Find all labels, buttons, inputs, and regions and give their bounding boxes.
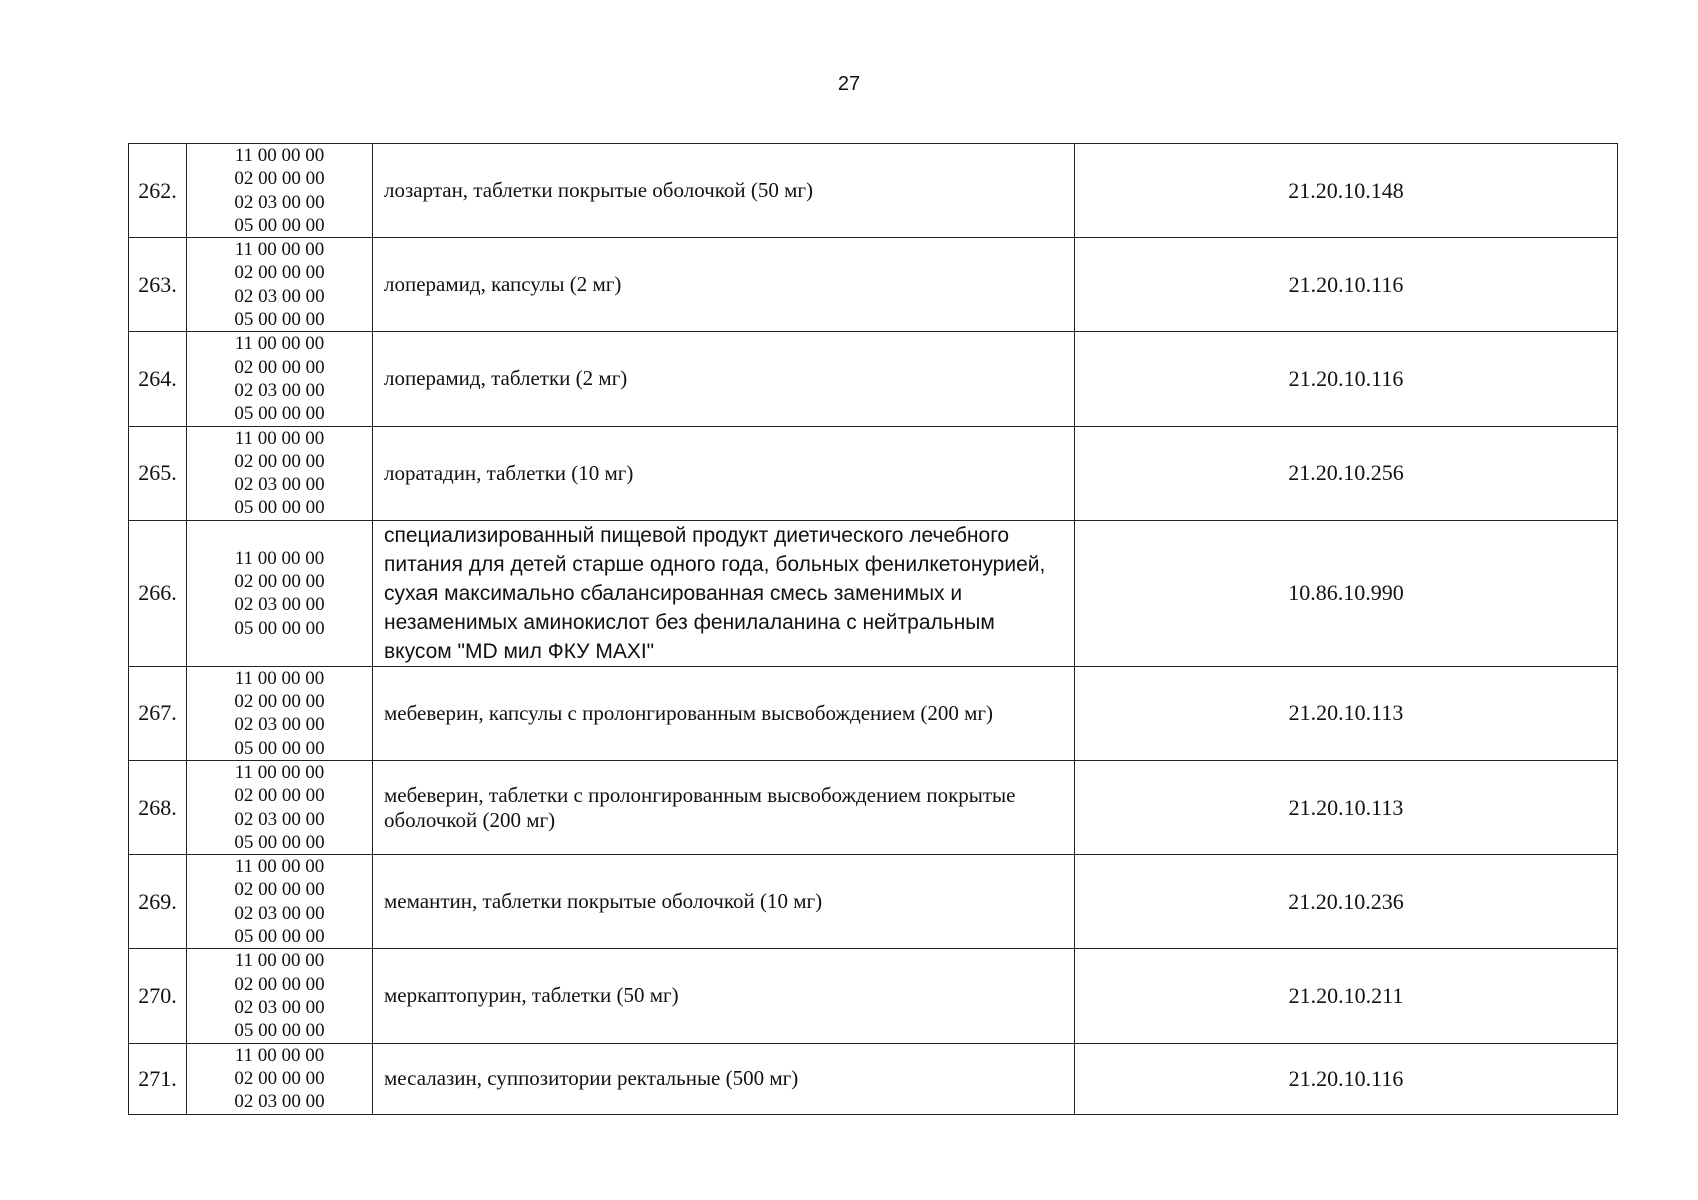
code-line: 11 00 00 00 bbox=[234, 1044, 325, 1066]
classifier-codes bbox=[187, 666, 373, 760]
code-line: 05 00 00 00 bbox=[234, 214, 325, 236]
code-line: 11 00 00 00 bbox=[234, 547, 325, 569]
code-line: 11 00 00 00 bbox=[234, 667, 325, 689]
drug-name: лозартан, таблетки покрытые оболочкой (50 мг) bbox=[373, 144, 1075, 238]
table-row bbox=[129, 666, 1618, 760]
row-number: 268. bbox=[129, 760, 187, 854]
code-line: 02 00 00 00 bbox=[234, 973, 325, 995]
code-line: 02 00 00 00 bbox=[234, 168, 325, 190]
table-row bbox=[129, 760, 1618, 854]
table-row bbox=[129, 949, 1618, 1043]
okpd-code: 21.20.10.236 bbox=[1075, 855, 1618, 949]
drug-name: лоратадин, таблетки (10 мг) bbox=[373, 426, 1075, 520]
code-line: 02 03 00 00 bbox=[234, 191, 325, 213]
classifier-codes bbox=[187, 1043, 373, 1114]
code-line: 02 03 00 00 bbox=[234, 808, 325, 830]
code-line: 05 00 00 00 bbox=[234, 831, 325, 853]
page-number: 27 bbox=[837, 73, 861, 95]
code-line: 02 03 00 00 bbox=[234, 902, 325, 924]
row-number: 269. bbox=[129, 855, 187, 949]
code-line: 02 03 00 00 bbox=[234, 594, 325, 616]
drug-name: лоперамид, капсулы (2 мг) bbox=[373, 238, 1075, 332]
classifier-codes bbox=[187, 426, 373, 520]
code-line: 02 03 00 00 bbox=[234, 996, 325, 1018]
code-line: 02 03 00 00 bbox=[234, 379, 325, 401]
code-line: 11 00 00 00 bbox=[234, 239, 325, 261]
code-line: 02 00 00 00 bbox=[234, 1067, 325, 1089]
code-line: 02 03 00 00 bbox=[234, 285, 325, 307]
classifier-codes bbox=[187, 855, 373, 949]
code-line: 02 00 00 00 bbox=[234, 785, 325, 807]
classifier-codes bbox=[187, 332, 373, 426]
row-number: 265. bbox=[129, 426, 187, 520]
table-row bbox=[129, 144, 1618, 238]
okpd-code: 21.20.10.116 bbox=[1075, 238, 1618, 332]
row-number: 267. bbox=[129, 666, 187, 760]
okpd-code: 21.20.10.113 bbox=[1075, 760, 1618, 854]
code-line: 02 00 00 00 bbox=[234, 691, 325, 713]
code-line: 02 00 00 00 bbox=[234, 570, 325, 592]
code-line: 05 00 00 00 bbox=[234, 737, 325, 759]
table-row bbox=[129, 520, 1618, 666]
table-row bbox=[129, 1043, 1618, 1114]
code-line: 02 00 00 00 bbox=[234, 262, 325, 284]
classifier-codes bbox=[187, 144, 373, 238]
drug-name: лоперамид, таблетки (2 мг) bbox=[373, 332, 1075, 426]
row-number: 264. bbox=[129, 332, 187, 426]
table-row bbox=[129, 238, 1618, 332]
classifier-codes bbox=[187, 520, 373, 666]
code-line: 05 00 00 00 bbox=[234, 309, 325, 331]
classifier-codes bbox=[187, 949, 373, 1043]
code-line: 05 00 00 00 bbox=[234, 497, 325, 519]
table-row bbox=[129, 332, 1618, 426]
code-line: 11 00 00 00 bbox=[234, 856, 325, 878]
classifier-codes bbox=[187, 238, 373, 332]
row-number: 271. bbox=[129, 1043, 187, 1114]
okpd-code: 21.20.10.116 bbox=[1075, 1043, 1618, 1114]
drug-name: мебеверин, капсулы с пролонгированным высвобождением (200 мг) bbox=[373, 666, 1075, 760]
code-line: 11 00 00 00 bbox=[234, 333, 325, 355]
code-line: 02 00 00 00 bbox=[234, 356, 325, 378]
code-line: 02 03 00 00 bbox=[234, 714, 325, 736]
okpd-code: 21.20.10.148 bbox=[1075, 144, 1618, 238]
code-line: 11 00 00 00 bbox=[234, 761, 325, 783]
row-number: 263. bbox=[129, 238, 187, 332]
row-number: 266. bbox=[129, 520, 187, 666]
drug-list-table bbox=[128, 143, 1618, 1115]
okpd-code: 21.20.10.116 bbox=[1075, 332, 1618, 426]
code-line: 05 00 00 00 bbox=[234, 926, 325, 948]
okpd-code: 21.20.10.211 bbox=[1075, 949, 1618, 1043]
code-line: 02 03 00 00 bbox=[234, 1091, 325, 1113]
table-row bbox=[129, 855, 1618, 949]
table-row bbox=[129, 426, 1618, 520]
row-number: 262. bbox=[129, 144, 187, 238]
okpd-code: 21.20.10.256 bbox=[1075, 426, 1618, 520]
code-line: 11 00 00 00 bbox=[234, 950, 325, 972]
drug-name: меркаптопурин, таблетки (50 мг) bbox=[373, 949, 1075, 1043]
code-line: 05 00 00 00 bbox=[234, 617, 325, 639]
drug-name: мебеверин, таблетки с пролонгированным высвобождением покрытые оболочкой (200 мг) bbox=[373, 760, 1075, 854]
code-line: 05 00 00 00 bbox=[234, 1020, 325, 1042]
drug-name: месалазин, суппозитории ректальные (500 мг) bbox=[373, 1043, 1075, 1114]
code-line: 02 00 00 00 bbox=[234, 450, 325, 472]
drug-name: специализированный пищевой продукт диетического лечебного питания для детей старше одного года, больных фенилкетонурией, сухая максимально сбалансированная смесь заменимых и незаменимых аминокислот без фенилаланина с нейтральным вкусом "MD мил ФКУ MAXI" bbox=[373, 520, 1075, 666]
okpd-code: 21.20.10.113 bbox=[1075, 666, 1618, 760]
code-line: 02 03 00 00 bbox=[234, 474, 325, 496]
drug-name: мемантин, таблетки покрытые оболочкой (10 мг) bbox=[373, 855, 1075, 949]
row-number: 270. bbox=[129, 949, 187, 1043]
code-line: 05 00 00 00 bbox=[234, 403, 325, 425]
code-line: 11 00 00 00 bbox=[234, 427, 325, 449]
code-line: 11 00 00 00 bbox=[234, 145, 325, 166]
classifier-codes bbox=[187, 760, 373, 854]
okpd-code: 10.86.10.990 bbox=[1075, 520, 1618, 666]
code-line: 02 00 00 00 bbox=[234, 879, 325, 901]
